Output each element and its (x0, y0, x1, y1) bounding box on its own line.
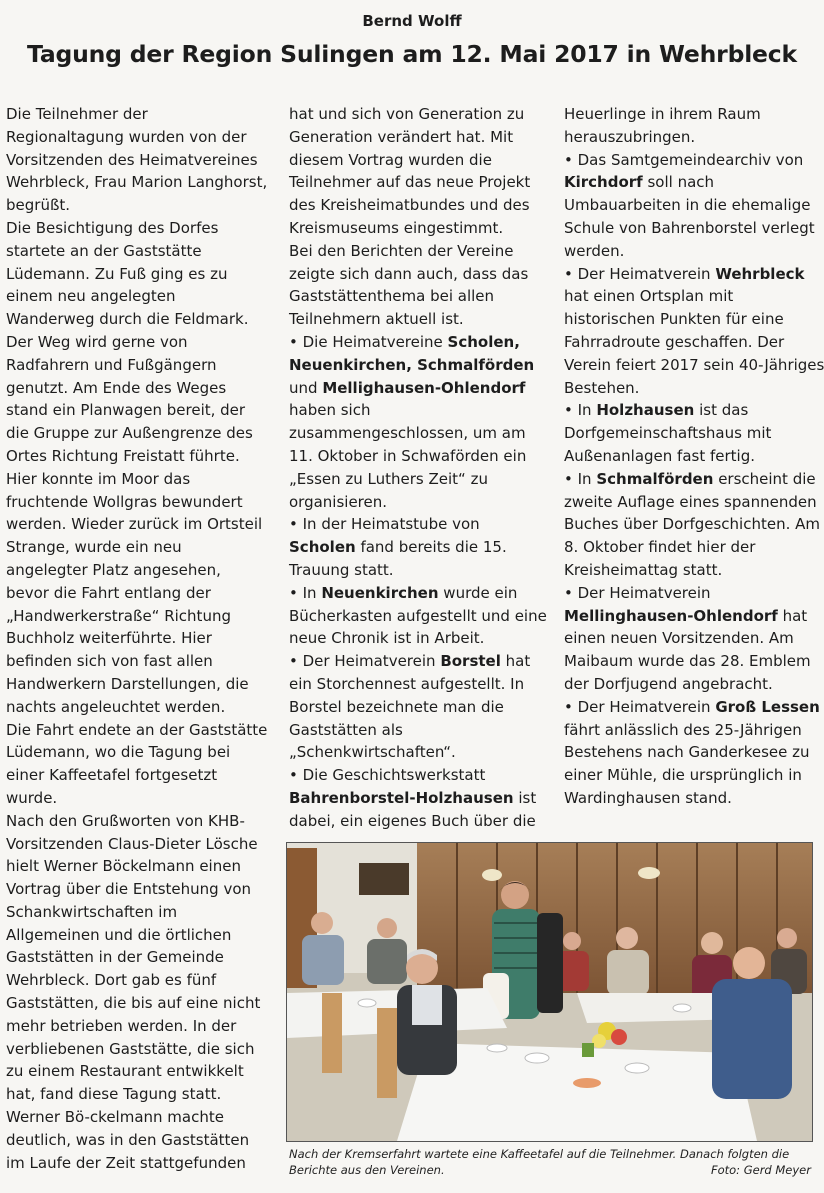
bullet-item: • Die Heimatvereine Scholen, Neuenkirchen, Schmalförden und Mellighausen-Ohlendorf haben sich zusammengeschlossen, um am 11. Oktober in Schwaförden ein „Essen zu Luthers Zeit“ zu organisieren. (289, 332, 535, 511)
photo-illustration (287, 843, 812, 1141)
paragraph: Die Besichtigung des Dorfes startete an der Gaststätte Lüdemann. Zu Fuß ging es zu einem neu angelegten Wanderweg durch die Feldmark. Der Weg wird gerne von Radfahrern und Fußgängern genutzt. Am Ende des Weges stand ein Planwagen bereit, der die Gruppe zur Außengrenze des Ortes Richtung Freistatt führte. Hier konnte im Moor das fruchtende Wollgras bewundert werden. Wieder zurück im Ortsteil Strange, wurde ein neu angelegter Platz angesehen, bevor die Fahrt entlang der „Handwerkerstraße“ Richtung Buchholz weiterführte. Hier befinden sich von fast allen Handwerkern Darstellungen, die nachts angeleuchtet werden. (6, 218, 263, 716)
bullet-item: • In der Heimatstube von Scholen fand bereits die 15. Trauung statt. (289, 515, 507, 579)
article-headline: Tagung der Region Sulingen am 12. Mai 2017 in Wehrbleck (27, 40, 797, 68)
bullet-item: • In Neuenkirchen wurde ein Bücherkasten aufgestellt und eine neue Chronik ist in Arbeit. (289, 583, 547, 648)
paragraph: Nach den Grußworten von KHB-Vorsitzenden Claus-Dieter Lösche hielt Werner Böckelmann einen Vortrag über die Entstehung von Schankwirtschaften im Allgemeinen und die örtlichen Gaststätten in der Gemeinde Wehrbleck. Dort gab es fünf Gaststätten, die bis auf eine nicht mehr betrieben werden. In der verbliebenen Gaststätte, die sich zu einem Restaurant entwikkelt hat, fand diese Tagung statt. Werner Bö-ckelmann machte deutlich, was in den Gaststätten im Laufe der Zeit stattgefunden (6, 811, 261, 1172)
bullet-item: • Der Heimatverein Groß Lessen fährt anlässlich des 25-Jährigen Bestehens nach Ganderkesee zu einer Mühle, die ursprünglich in Wardinghausen stand. (564, 697, 820, 807)
article-column-3 (564, 103, 824, 838)
caption-text: Nach der Kremserfahrt wartete eine Kaffeetafel auf die Teilnehmer. Danach folgten die Berichte aus den Vereinen. (289, 1147, 790, 1177)
paragraph: Bei den Berichten der Vereine zeigte sich dann auch, dass das Gaststättenthema bei allen Teilnehmern aktuell ist. (289, 241, 529, 329)
photo-credit: Foto: Gerd Meyer (710, 1163, 811, 1177)
bullet-item: • In Schmalförden erscheint die zweite Auflage eines spannenden Buches über Dorfgeschichten. Am 8. Oktober findet hier der Kreisheimattag statt. (564, 469, 820, 579)
bullet-item: • Der Heimatverein Mellinghausen-Ohlendorf hat einen neuen Vorsitzenden. Am Maibaum wurde das 28. Emblem der Dorfjugend angebracht. (564, 583, 811, 693)
photo-caption (289, 1146, 811, 1178)
bullet-item: • Der Heimatverein Wehrbleck hat einen Ortsplan mit historischen Punkten für eine Fahrradroute geschaffen. Der Verein feiert 2017 sein 40-Jähriges Bestehen. (564, 264, 824, 397)
paragraph: hat und sich von Generation zu Generation verändert hat. Mit diesem Vortrag wurden die Teilnehmer auf das neue Projekt des Kreisheimatbundes und des Kreismuseums eingestimmt. (289, 105, 531, 237)
bullet-item: • Die Geschichtswerkstatt Bahrenborstel-Holzhausen ist dabei, ein eigenes Buch über die (289, 766, 537, 830)
paragraph: Die Fahrt endete an der Gaststätte Lüdemann, wo die Tagung bei einer Kaffeetafel fortgesetzt wurde. (6, 720, 268, 807)
paragraph: Die Teilnehmer der Regionaltagung wurden von der Vorsitzenden des Heimatvereines Wehrbleck, Frau Marion Langhorst, begrüßt. (6, 105, 268, 215)
article-photo (286, 842, 813, 1142)
article-column-2 (289, 103, 551, 838)
article-column-1 (6, 103, 268, 1188)
bullet-item: • Das Samtgemeindearchiv von Kirchdorf soll nach Umbauarbeiten in die ehemalige Schule von Bahrenborstel verlegt werden. (564, 150, 815, 260)
bullet-item: • In Holzhausen ist das Dorfgemeinschaftshaus mit Außenanlagen fast fertig. (564, 401, 772, 465)
bullet-item: • Der Heimatverein Borstel hat ein Storchennest aufgestellt. In Borstel bezeichnete man die Gaststätten als „Schenkwirtschaften“. (289, 652, 531, 762)
author-name: Bernd Wolff (362, 12, 462, 30)
paragraph: Heuerlinge in ihrem Raum herauszubringen. (564, 105, 761, 146)
